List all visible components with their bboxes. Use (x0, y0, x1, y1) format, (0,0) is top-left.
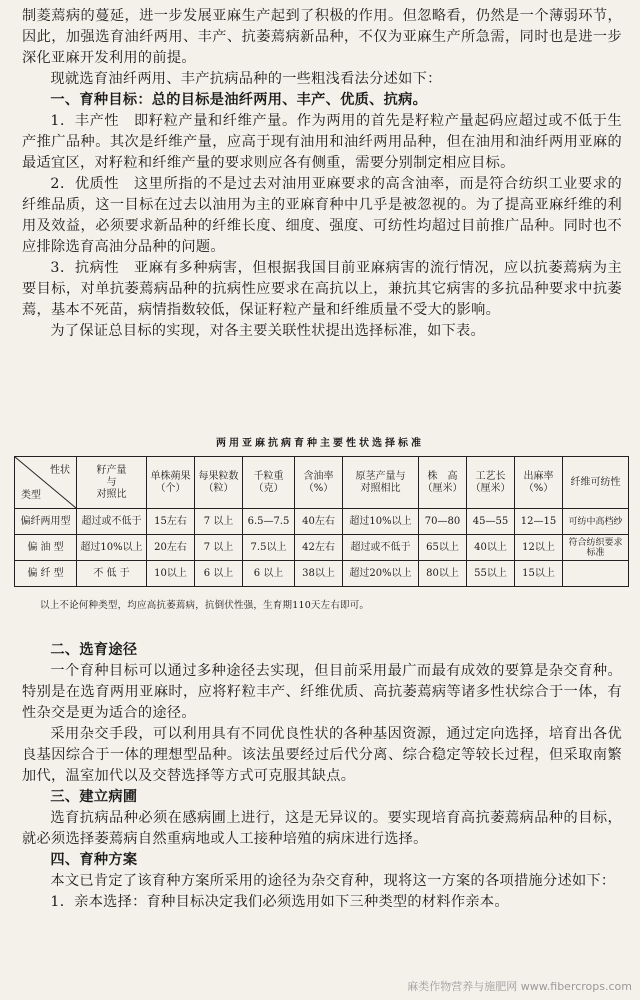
section-heading: 四、育种方案 (50, 852, 138, 868)
table-cell: 可纺中高档纱 (563, 509, 629, 535)
table-cell: 超过10%以上 (343, 509, 419, 535)
table-cell: 6 以上 (195, 561, 243, 587)
table-cell: 40以上 (467, 535, 515, 561)
column-header-line: 千粒重 (253, 470, 284, 482)
column-header-line: 每果粒数 (198, 470, 239, 482)
table-cell: 6 以上 (243, 561, 295, 587)
row-type-label: 偏纤两用型 (15, 509, 77, 535)
table-cell: 15以上 (515, 561, 563, 587)
column-header-line: 出麻率 (523, 470, 554, 482)
table-row (15, 509, 629, 535)
column-header-line: 与 (106, 476, 117, 488)
column-header-line: 纤维可纺性 (570, 476, 621, 488)
table-cell: 6.5—7.5 (243, 509, 295, 535)
column-header (147, 457, 195, 509)
table-cell: 55以上 (467, 561, 515, 587)
table-cell: 20左右 (147, 535, 195, 561)
paragraph: 一个育种目标可以通过多种途径去实现，但目前采用最广而最有成效的要算是杂交育种。特别是在选育两用亚麻时，应将籽粒丰产、纤维优质、高抗萎蔫病等诸多性状综合于一体，有性杂交是更为适合的途径。 (22, 663, 622, 721)
table-cell: 7 以上 (195, 509, 243, 535)
paragraph: 2．优质性 这里所指的不是过去对油用亚麻要求的高含油率，而是符合纺织工业要求的纤维品质，这一目标在过去以油用为主的亚麻育种中几乎是被忽视的。为了提高亚麻纤维的利用及效益，必须要求新品种的纤维长度、细度、强度、可纺性均超过目前推广品种。同时也不应排除选育高油分品种的问题。 (22, 176, 622, 255)
table-cell: 不 低 于 (77, 561, 147, 587)
table-cell: 45—55 (467, 509, 515, 535)
table-cell: 15左右 (147, 509, 195, 535)
row-type-label: 偏 油 型 (15, 535, 77, 561)
paragraph: 1．丰产性 即籽粒产量和纤维产量。作为两用的首先是籽粒产量起码应超过或不低于生产推广品种。其次是纤维产量，应高于现有油用和油纤两用品种，但在油用和油纤两用亚麻的最适宜区，对籽粒和纤维产量的要求则应各有侧重，需要分别制定相应目标。 (22, 113, 622, 171)
site-watermark: 麻类作物营养与施肥网 www.fibercrops.com (407, 980, 632, 993)
table-title: 两用亚麻抗病育种主要性状选择标准 (216, 438, 424, 449)
table-cell: 超过10%以上 (77, 535, 147, 561)
column-header-line: 含油率 (303, 470, 334, 482)
column-header (295, 457, 343, 509)
column-header (467, 457, 515, 509)
column-header-line: 籽产量 (96, 464, 127, 476)
paragraph: 为了保证总目标的实现，对各主要关联性状提出选择标准，如下表。 (50, 323, 486, 339)
body-text-bottom (22, 640, 622, 913)
section-heading: 一、育种目标：总的目标是油纤两用、丰产、优质、抗病。 (50, 92, 428, 108)
column-header-line: （%） (523, 482, 554, 494)
table-cell: 7 以上 (195, 535, 243, 561)
table-header-row (15, 457, 629, 509)
table-cell: 超过20%以上 (343, 561, 419, 587)
column-header-line: （粒） (203, 482, 234, 494)
column-header-line: （厘米） (470, 482, 511, 494)
paragraph: 现就选育油纤两用、丰产抗病品种的一些粗浅看法分述如下： (50, 71, 442, 87)
table-cell: 7.5以上 (243, 535, 295, 561)
table-cell: 超过或不低于 (343, 535, 419, 561)
paragraph: 本文已肯定了该育种方案所采用的途径为杂交育种，现将这一方案的各项措施分述如下： (50, 873, 616, 889)
column-header-line: （%） (303, 482, 334, 494)
table-cell: 65以上 (419, 535, 467, 561)
column-header-line: 株 高 (427, 470, 458, 482)
row-type-label: 偏 纤 型 (15, 561, 77, 587)
paragraph: 3．抗病性 亚麻有多种病害，但根据我国目前亚麻病害的流行情况，应以抗萎蔫病为主要目标，对单抗萎蔫病品种的抗病性应要求在高抗以上，兼抗其它病害的多抗品种要求中抗萎蔫，基本不死苗，病情指数较低，保证籽粒产量和纤维质量不受大的影响。 (22, 260, 622, 318)
column-header (515, 457, 563, 509)
body-text-top (22, 6, 622, 342)
column-header (563, 457, 629, 509)
table-cell: 超过或不低于 (77, 509, 147, 535)
column-header (343, 457, 419, 509)
table-row (15, 561, 629, 587)
paragraph: 1．亲本选择：育种目标决定我们必须选用如下三种类型的材料作亲本。 (50, 894, 509, 910)
table-cell: 符合纺织要求标准 (563, 535, 629, 561)
table-cell: 70—80 (419, 509, 467, 535)
table-note: 以上不论何种类型，均应高抗萎蔫病，抗倒伏性强，生育期110天左右即可。 (40, 600, 370, 611)
table-cell: 80以上 (419, 561, 467, 587)
column-header (243, 457, 295, 509)
table-cell: 12以上 (515, 535, 563, 561)
column-header-line: 对照比 (96, 488, 127, 500)
table-cell (563, 561, 629, 587)
table-cell: 42左右 (295, 535, 343, 561)
column-header-line: （厘米） (422, 482, 463, 494)
paragraph: 采用杂交手段，可以利用具有不同优良性状的各种基因资源，通过定向选择，培育出各优良基因综合于一体的理想型品种。该法虽要经过后代分离、综合稳定等较长过程，但采取南繁加代，温室加代以及交替选择等方式可克服其缺点。 (22, 726, 622, 784)
table-row (15, 535, 629, 561)
column-header-line: （克） (253, 482, 284, 494)
table-cell: 40左右 (295, 509, 343, 535)
table-cell: 12—15 (515, 509, 563, 535)
column-header (419, 457, 467, 509)
table-corner-cell (15, 457, 77, 509)
section-heading: 三、建立病圃 (50, 789, 138, 805)
corner-label-type: 类型 (21, 490, 41, 501)
selection-standard-table (14, 456, 629, 587)
table-cell: 38以上 (295, 561, 343, 587)
column-header-line: 工艺长 (475, 470, 506, 482)
column-header-line: 对照相比 (360, 482, 401, 494)
paragraph: 制菱蔫病的蔓延，进一步发展亚麻生产起到了积极的作用。但忽略看，仍然是一个薄弱环节，因此，加强选育油纤两用、丰产、抗萎蔫病新品种，不仅为亚麻生产所急需，同时也是进一步深化亚麻开发利用的前提。 (22, 8, 622, 66)
column-header-line: 单株蒴果 (150, 470, 191, 482)
column-header-line: 原茎产量与 (355, 470, 406, 482)
column-header-line: （个） (155, 482, 186, 494)
column-header (77, 457, 147, 509)
table-cell: 10以上 (147, 561, 195, 587)
paragraph: 选育抗病品种必须在感病圃上进行，这是无异议的。要实现培育高抗萎蔫病品种的目标，就必须选择萎蔫病自然重病地或人工接种培殖的病床进行选择。 (22, 810, 622, 847)
corner-label-trait: 性状 (50, 465, 70, 476)
section-heading: 二、选育途径 (50, 642, 138, 658)
column-header (195, 457, 243, 509)
